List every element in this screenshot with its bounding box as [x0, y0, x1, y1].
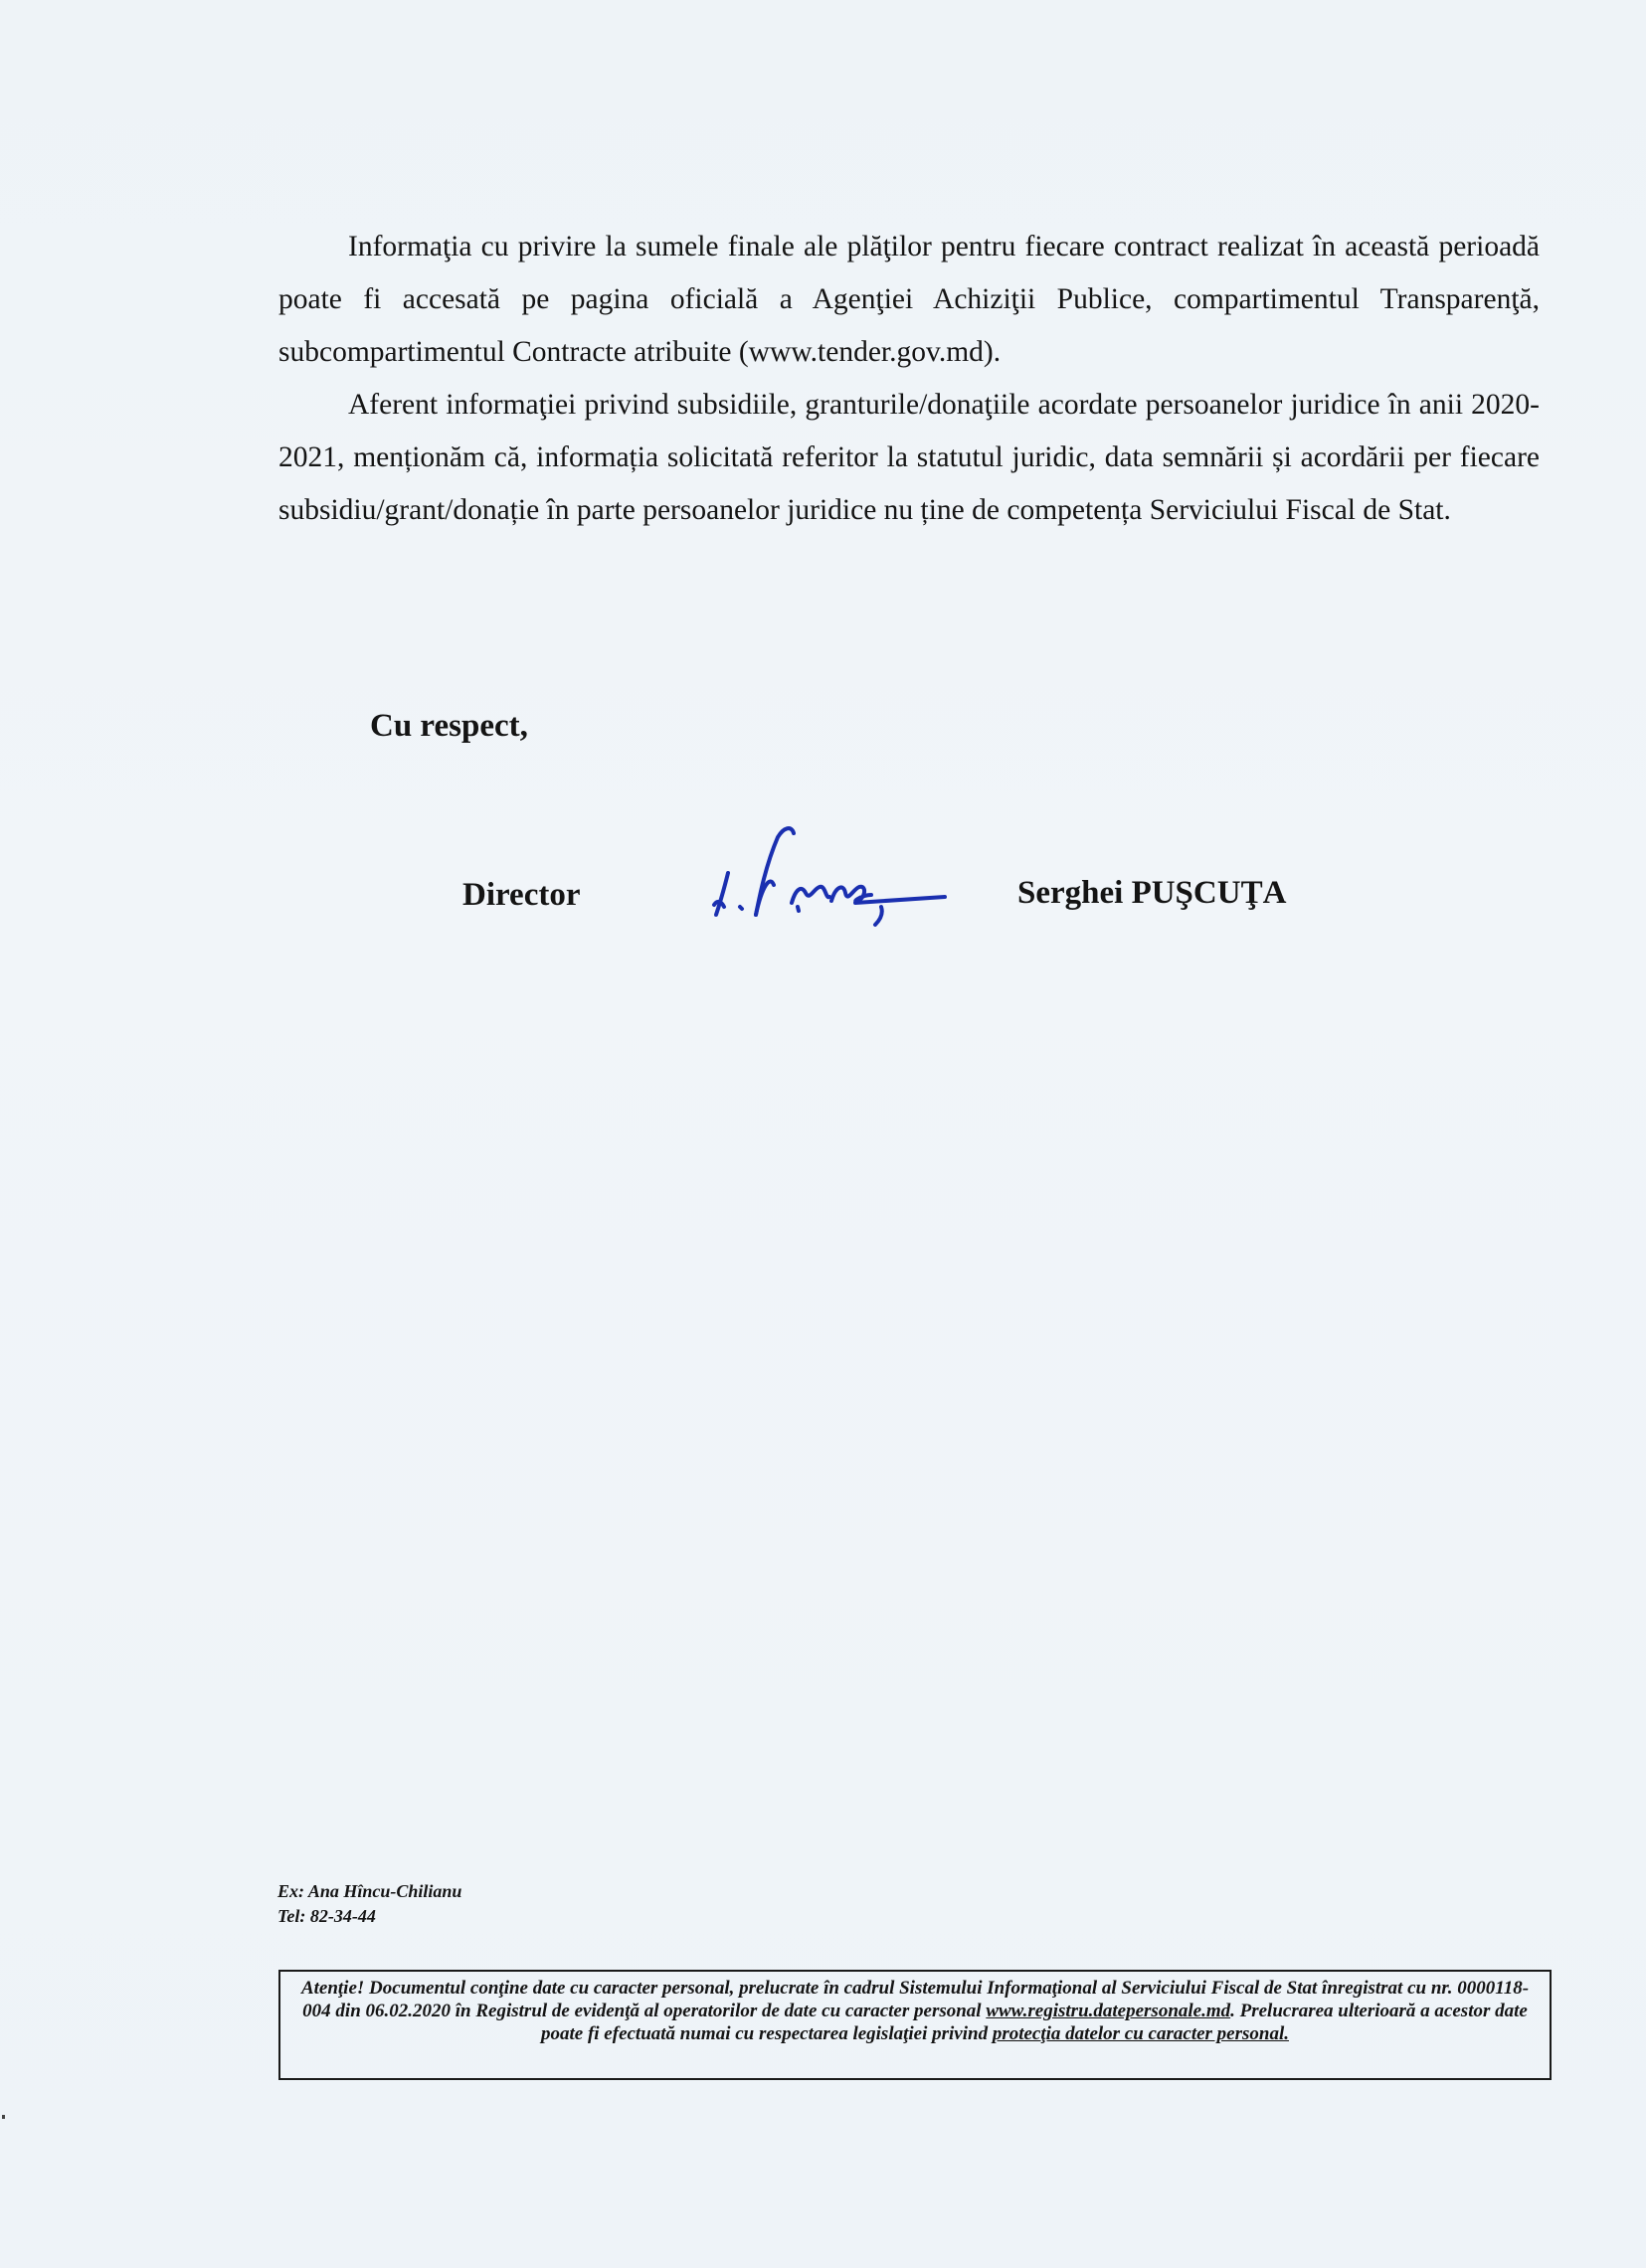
body-paragraph-1: Informaţia cu privire la sumele finale ale plăţilor pentru fiecare contract realizat în această perioadă poate fi accesată pe pagina oficială a Agenţiei Achiziţii Publice, compartimentul Transparenţă, subcompartimentul Contracte atribuite (www.tender.gov.md).: [278, 231, 1540, 368]
closing-salutation: Cu respect,: [370, 708, 528, 744]
executor-phone: Tel: 82-34-44: [277, 1906, 376, 1926]
executor-name: Ex: Ana Hîncu-Chilianu: [277, 1881, 462, 1901]
scan-edge-mark: [2, 2115, 5, 2119]
personal-data-notice: [278, 1970, 1552, 2080]
notice-text-1: Atenţie! Documentul conţine date cu caracter personal, prelucrate în cadrul Sistemului Informaţional al Serviciului Fiscal de Stat înregistrat cu nr. 0000118- 004 din 06.02.2020 în Registrul de evidenţă al operatorilor de date cu caracter personal: [300, 1978, 1530, 2021]
letter-body: [278, 221, 1540, 537]
signatory-name: Serghei PUŞCUŢA: [1017, 875, 1287, 911]
handwritten-signature: [706, 815, 955, 935]
executor-info: [277, 1879, 461, 1929]
signature-block: [0, 815, 1646, 935]
registry-link[interactable]: www.registru.datepersonale.md: [986, 2001, 1231, 2021]
signatory-title: Director: [462, 877, 581, 913]
notice-text-2: . Prelucrarea ulterioară a acestor date poate fi efectuată numai cu respectarea legislaţiei privind: [540, 2001, 1528, 2044]
notice-text-3: protecţia datelor cu caracter personal.: [992, 2023, 1289, 2044]
body-paragraph-2: Aferent informaţiei privind subsidiile, granturile/donaţiile acordate persoanelor juridice în anii 2020-2021, menționăm că, informația solicitată referitor la statutul juridic, data semnării și acordării per fiecare subsidiu/grant/donație în parte persoanelor juridice nu ține de competența Serviciului Fiscal de Stat.: [278, 389, 1540, 526]
